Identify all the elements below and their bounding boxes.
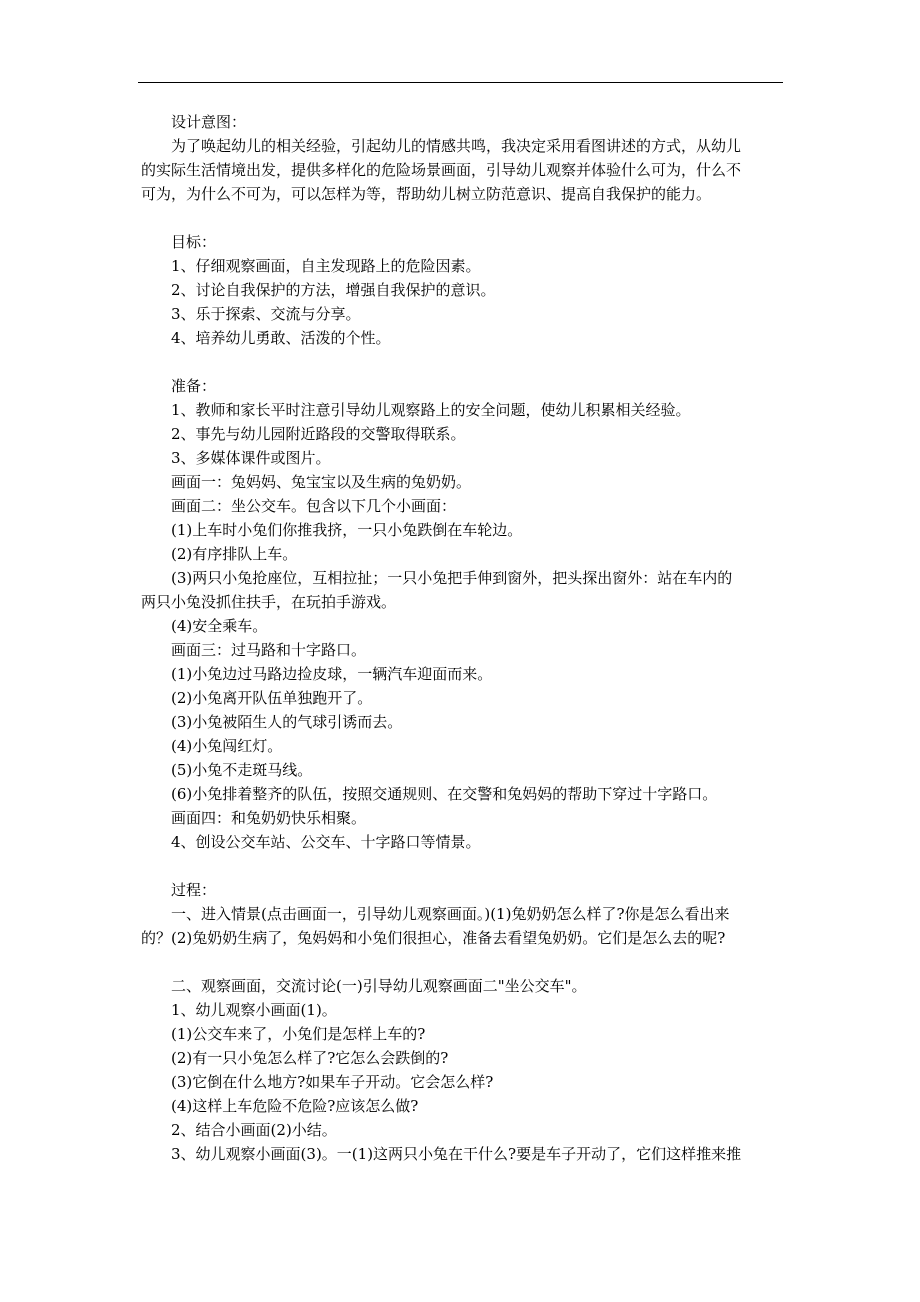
text-line: 的？(2)兔奶奶生病了，兔妈妈和小兔们很担心，准备去看望兔奶奶。它们是怎么去的呢? bbox=[141, 929, 726, 947]
text-line: 3、幼儿观察小画面(3)。一(1)这两只小兔在干什么?要是车子开动了，它们这样推来推 bbox=[171, 1145, 742, 1163]
blank-line bbox=[141, 950, 786, 974]
text-line: 可为，为什么不可为，可以怎样为等，帮助幼儿树立防范意识、提高自我保护的能力。 bbox=[141, 185, 712, 203]
blank-line bbox=[141, 350, 786, 374]
header-rule bbox=[138, 82, 783, 83]
text-line: (2)有序排队上车。 bbox=[171, 545, 298, 563]
text-line: 4、培养幼儿勇敢、活泼的个性。 bbox=[171, 329, 391, 347]
text-line: (3)两只小兔抢座位，互相拉扯；一只小兔把手伸到窗外，把头探出窗外：站在车内的 bbox=[171, 569, 733, 587]
blank-line bbox=[141, 206, 786, 230]
text-line: 3、乐于探索、交流与分享。 bbox=[171, 305, 361, 323]
text-line: 1、仔细观察画面，自主发现路上的危险因素。 bbox=[171, 257, 481, 275]
text-line: 2、讨论自我保护的方法，增强自我保护的意识。 bbox=[171, 281, 496, 299]
text-line: (1)小兔边过马路边捡皮球，一辆汽车迎面而来。 bbox=[171, 665, 493, 683]
text-line: 1、教师和家长平时注意引导幼儿观察路上的安全问题，使幼儿积累相关经验。 bbox=[171, 401, 691, 419]
text-line: 为了唤起幼儿的相关经验，引起幼儿的情感共鸣，我决定采用看图讲述的方式，从幼儿 bbox=[171, 137, 742, 155]
text-line: 一、进入情景(点击画面一，引导幼儿观察画面。)(1)兔奶奶怎么样了?你是怎么看出来 bbox=[171, 905, 730, 923]
text-line: 1、幼儿观察小画面(1)。 bbox=[171, 1001, 337, 1019]
text-line: (5)小兔不走斑马线。 bbox=[171, 761, 313, 779]
text-line: (4)这样上车危险不危险?应该怎么做? bbox=[171, 1097, 419, 1115]
text-line: 准备： bbox=[171, 377, 217, 395]
text-line: 画面一：兔妈妈、兔宝宝以及生病的兔奶奶。 bbox=[171, 473, 472, 491]
text-line: (4)安全乘车。 bbox=[171, 617, 268, 635]
text-line: 过程： bbox=[171, 881, 217, 899]
text-line: (4)小兔闯红灯。 bbox=[171, 737, 283, 755]
text-line: (3)它倒在什么地方?如果车子开动。它会怎么样? bbox=[171, 1073, 494, 1091]
blank-line bbox=[141, 854, 786, 878]
text-line: 二、观察画面，交流讨论(一)引导幼儿观察画面二"坐公交车"。 bbox=[171, 977, 587, 995]
text-line: (2)小兔离开队伍单独跑开了。 bbox=[171, 689, 373, 707]
text-line: (1)上车时小兔们你推我挤，一只小兔跌倒在车轮边。 bbox=[171, 521, 523, 539]
text-line: 4、创设公交车站、公交车、十字路口等情景。 bbox=[171, 833, 481, 851]
text-line: (3)小兔被陌生人的气球引诱而去。 bbox=[171, 713, 403, 731]
document-body bbox=[141, 110, 786, 1166]
text-line: 目标： bbox=[171, 233, 217, 251]
text-line: (1)公交车来了，小兔们是怎样上车的? bbox=[171, 1025, 426, 1043]
text-line: 两只小兔没抓住扶手，在玩拍手游戏。 bbox=[141, 593, 397, 611]
text-line: 画面三：过马路和十字路口。 bbox=[171, 641, 367, 659]
text-line: 2、事先与幼儿园附近路段的交警取得联系。 bbox=[171, 425, 466, 443]
text-line: (2)有一只小兔怎么样了?它怎么会跌倒的? bbox=[171, 1049, 449, 1067]
text-line: 设计意图： bbox=[171, 113, 247, 131]
text-line: 2、结合小画面(2)小结。 bbox=[171, 1121, 337, 1139]
text-line: (6)小兔排着整齐的队伍，按照交通规则、在交警和兔妈妈的帮助下穿过十字路口。 bbox=[171, 785, 718, 803]
text-line: 画面二：坐公交车。包含以下几个小画面： bbox=[171, 497, 457, 515]
text-line: 的实际生活情境出发，提供多样化的危险场景画面，引导幼儿观察并体验什么可为，什么不 bbox=[141, 161, 742, 179]
text-line: 3、多媒体课件或图片。 bbox=[171, 449, 331, 467]
text-line: 画面四：和兔奶奶快乐相聚。 bbox=[171, 809, 367, 827]
